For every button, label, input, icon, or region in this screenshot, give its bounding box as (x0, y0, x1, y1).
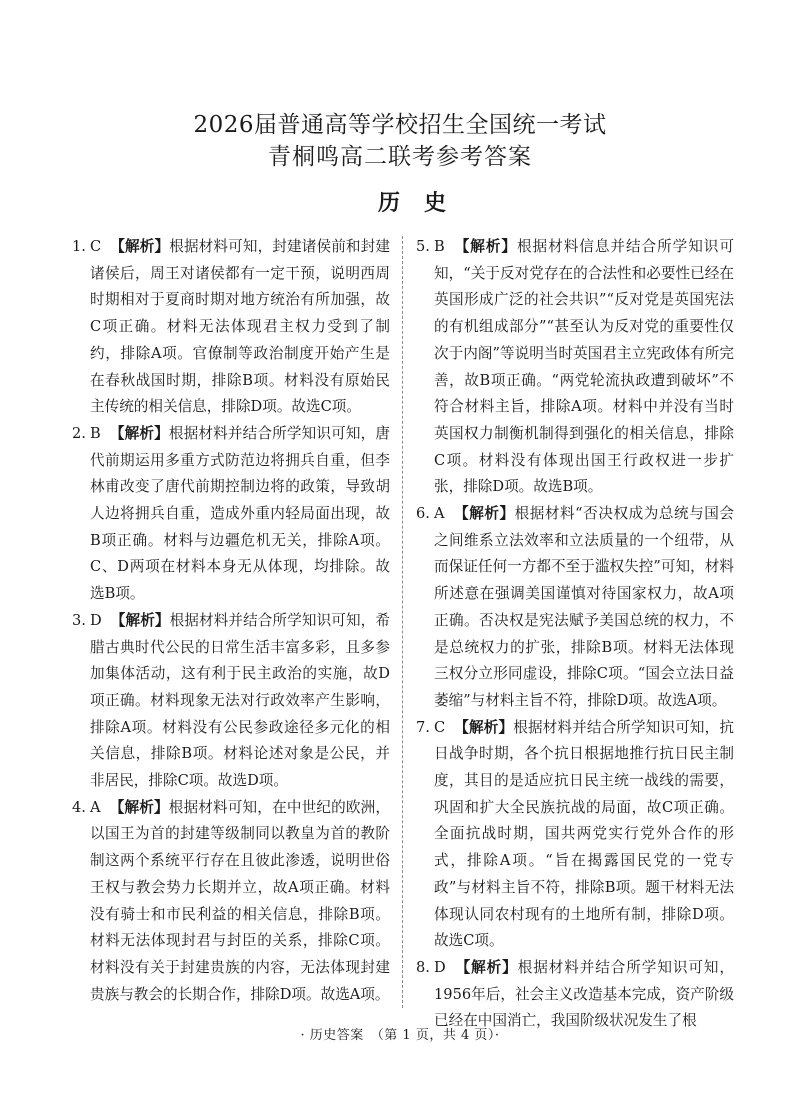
analysis-tag: 【解析】 (110, 238, 170, 255)
analysis-tag: 【解析】 (454, 718, 514, 736)
answer-item (72, 421, 390, 608)
answer-item (416, 234, 734, 501)
exam-title: 2026届普通高等学校招生全国统一考试 (193, 112, 607, 138)
answer-item (416, 715, 734, 955)
analysis-tag: 【解析】 (453, 505, 515, 523)
item-number: 5. (416, 238, 430, 255)
item-answer: A (90, 798, 101, 816)
item-answer: D (90, 611, 102, 629)
item-number: 7. (416, 718, 430, 736)
item-answer: A (434, 505, 445, 523)
item-answer: B (434, 238, 445, 255)
item-text: 根据材料“否决权成为总统与国会之间维系立法效率和立法质量的一个纽带，从而保证任何一方都不至于滥权失控”可知，材料所述意在强调美国谨慎对待国家权力，故A项正确。否决权是宪法赋予美国总统的权力，不是总统权力的扩张，排除B项。材料无法体现三权分立形同虚设，排除C项。“国会立法日益萎缩”与材料主旨不符，排除D项。故选A项。 (434, 505, 734, 709)
answer-item (416, 501, 734, 715)
analysis-tag: 【解析】 (110, 611, 170, 629)
item-text: 根据材料并结合所学知识可知，希腊古典时代公民的日常生活丰富多彩，且多参加集体活动，这有利于民主政治的实施，故D项正确。材料现象无法对行政效率产生影响，排除A项。材料没有公民参政途径多元化的相关信息，排除B项。材料论述对象是公民，并非居民，排除C项。故选D项。 (90, 611, 390, 790)
item-text: 根据材料并结合所学知识可知，抗日战争时期，各个抗日根据地推行抗日民主制度，其目的是适应抗日民主统一战线的需要，巩固和扩大全民族抗战的局面，故C项正确。全面抗战时期，国共两党实行党外合作的形式，排除A项。“旨在揭露国民党的一党专政”与材料主旨不符，排除B项。题干材料无法体现认同农村现有的土地所有制，排除D项。故选C项。 (434, 718, 734, 950)
subject-title: 历史 (377, 190, 470, 216)
analysis-tag: 【解析】 (454, 958, 518, 976)
item-text: 根据材料可知，封建诸侯前和封建诸侯后，周王对诸侯都有一定干预，说明西周时期相对于夏商时期对地方统治有所加强，故C项正确。材料无法体现君主权力受到了制约，排除A项。官僚制等政治制度开始产生是在春秋战国时期，排除B项。材料没有原始民主传统的相关信息，排除D项。故选C项。 (90, 238, 390, 416)
answer-item (72, 234, 390, 421)
item-number: 6. (416, 505, 430, 523)
analysis-tag: 【解析】 (453, 238, 517, 255)
item-number: 2. (72, 424, 86, 442)
answer-item (72, 608, 390, 795)
analysis-tag: 【解析】 (109, 424, 169, 442)
left-column (72, 234, 390, 1008)
item-text: 根据材料可知，在中世纪的欧洲，以国王为首的封建等级制同以教皇为首的教阶制这两个系统平行存在且彼此渗透，说明世俗王权与教会势力长期并立，故A项正确。材料没有骑士和市民利益的相关信息，排除B项。材料无法体现封君与封臣的关系，排除C项。材料没有关于封建贵族的内容，无法体现封建贵族与教会的长期合作，排除D项。故选A项。 (90, 798, 390, 1003)
item-number: 3. (72, 611, 86, 629)
item-answer: B (90, 424, 101, 442)
item-number: 1. (72, 238, 86, 255)
page-footer: · 历史答案 （第 1 页，共 4 页）· (300, 1028, 500, 1043)
column-divider (402, 236, 403, 1008)
item-text: 根据材料并结合所学知识可知，唐代前期运用多重方式防范边将拥兵自重，但李林甫改变了唐代前期控制边将的政策，导致胡人边将拥兵自重，造成外重内轻局面出现，故B项正确。材料与边疆危机无关，排除A项。C、D两项在材料本身无从体现，均排除。故选B项。 (90, 424, 390, 603)
item-number: 4. (72, 798, 86, 816)
item-number: 8. (416, 958, 430, 976)
item-answer: C (90, 238, 102, 255)
item-answer: C (434, 718, 446, 736)
right-column (416, 234, 734, 1035)
item-text: 根据材料并结合所学知识可知，1956年后，社会主义改造基本完成，资产阶级已经在中国消亡，我国阶级状况发生了根 (434, 958, 734, 1030)
analysis-tag: 【解析】 (109, 798, 169, 816)
answer-item (72, 795, 390, 1009)
item-text: 根据材料信息并结合所学知识可知，“关于反对党存在的合法性和必要性已经在英国形成广泛的社会共识”“反对党是英国宪法的有机组成部分”“甚至认为反对党的重要性仅次于内阁”等说明当时英国君主立宪政体有所完善，故B项正确。“两党轮流执政遭到破坏”不符合材料主旨，排除A项。材料中并没有当时英国权力制衡机制得到强化的相关信息，排除C项。材料没有体现出国王行政权进一步扩张，排除D项。故选B项。 (434, 238, 734, 496)
item-answer: D (434, 958, 446, 976)
answer-key-title: 青桐鸣高二联考参考答案 (268, 144, 532, 170)
